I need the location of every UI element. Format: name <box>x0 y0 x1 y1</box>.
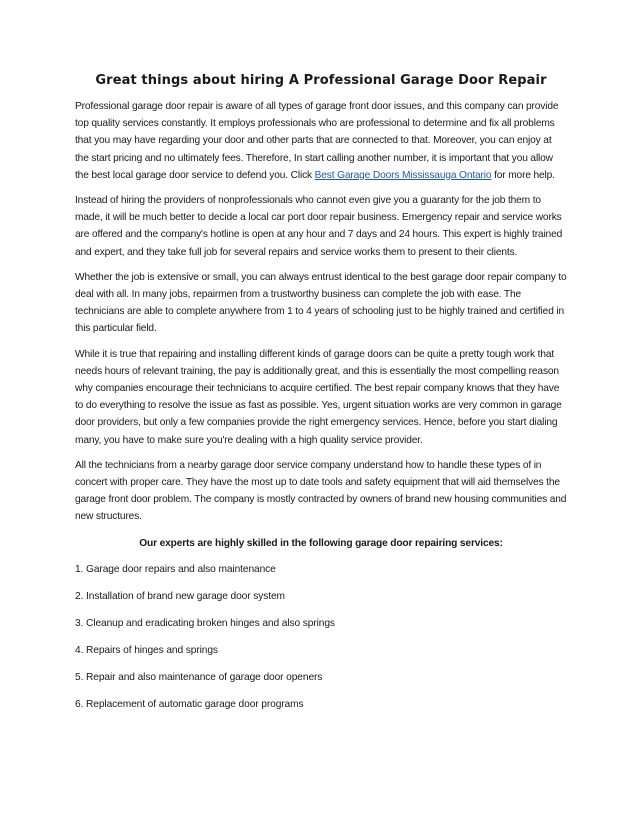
list-item: 5. Repair and also maintenance of garage door openers <box>75 671 323 683</box>
document-page <box>75 70 567 725</box>
list-item: 1. Garage door repairs and also maintenance <box>75 563 276 575</box>
document-title: Great things about hiring A Professional Garage Door Repair <box>95 73 547 88</box>
paragraph-5: All the technicians from a nearby garage door service company understand how to handle these types of in concert with proper care. They have the most up to date tools and safety equipment that will aid themselves the garage front door problem. The company is mostly contracted by owners of brand new housing communities and new structures. <box>75 459 567 523</box>
paragraph-1-after-link: for more help. <box>491 169 555 181</box>
services-heading: Our experts are highly skilled in the following garage door repairing services: <box>139 537 503 549</box>
paragraph-2: Instead of hiring the providers of nonprofessionals who cannot even give you a guaranty for the job them to made, it will be much better to decide a local car port door repair business. Emergency repair and service works are offered and the company's hotline is open at any hour and 7 days and 24 hours. This expert is highly trained and expert, and they take full job for several repairs and service works them to present to their clients. <box>75 195 563 258</box>
list-item: 4. Repairs of hinges and springs <box>75 644 218 656</box>
best-garage-doors-link[interactable]: Best Garage Doors Mississauga Ontario <box>314 169 492 181</box>
paragraph-3: Whether the job is extensive or small, you can always entrust identical to the best garage door repair company to deal with all. In many jobs, repairmen from a trustworthy business can complete the job with ease. The technicians are able to complete anywhere from 1 to 4 years of schooling just to be highly trained and certified in this particular field. <box>75 271 567 335</box>
list-item: 6. Replacement of automatic garage door programs <box>75 698 304 710</box>
services-list <box>75 563 567 712</box>
paragraph-1-text: Professional garage door repair is aware of all types of garage front door issues, and this company can provide top quality services constantly. It employs professionals who are professional to determine and fix all problems that you may have regarding your door and other parts that are connected to that. Moreover, you can enjoy at the start pricing and no ultimately fees. Therefore, In start calling another number, it is important that you allow the best local garage door service to defend you. Click <box>75 101 559 181</box>
list-item: 3. Cleanup and eradicating broken hinges and also springs <box>75 617 335 629</box>
paragraph-1 <box>75 98 567 184</box>
list-item: 2. Installation of brand new garage door system <box>75 590 285 602</box>
paragraph-4: While it is true that repairing and installing different kinds of garage doors can be quite a pretty tough work that needs hours of relevant training, the pay is additionally great, and this is essentially the most compelling reason why companies encourage their technicians to acquire certified. The best repair company knows that they have to do everything to resolve the issue as fast as possible. Yes, urgent situation works are very common in garage door providers, but only a few companies provide the right emergency services. Hence, before you start dialing many, you have to make sure you're dealing with a high quality service provider. <box>75 348 562 446</box>
